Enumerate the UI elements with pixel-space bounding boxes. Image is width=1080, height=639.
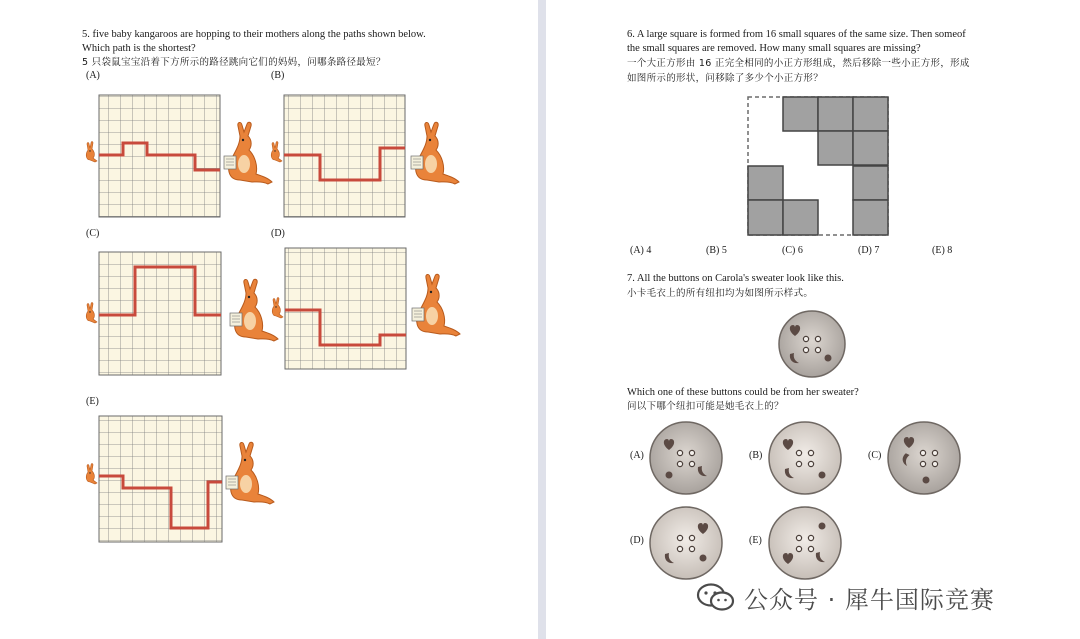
q5-figure-d	[272, 248, 460, 369]
q6-answer-b: (B) 5	[706, 245, 727, 256]
q6-text-line2: the small squares are removed. How many small squares are missing?	[627, 43, 921, 54]
q7-button-d[interactable]	[650, 507, 722, 579]
q5-figure-c	[86, 252, 278, 375]
watermark-text: 公众号 · 犀牛国际竞赛	[744, 585, 995, 614]
q7-question-cn: 问以下哪个纽扣可能是她毛衣上的？	[627, 401, 784, 412]
q7-option-a-label: (A)	[630, 450, 644, 461]
q6-text-cn-line1: 一个大正方形由 16 正完全相同的小正方形组成，然后移除一些小正方形，形成	[627, 58, 970, 69]
q5-figure-a	[86, 95, 272, 217]
q5-figure-e	[86, 416, 274, 542]
q7-button-c[interactable]	[888, 422, 960, 494]
q7-option-c-label: (C)	[868, 450, 882, 461]
q5-option-b-label: (B)	[271, 70, 285, 81]
right-page	[546, 0, 1080, 639]
wechat-icon	[696, 582, 736, 612]
q6-answer-c: (C) 6	[782, 245, 803, 256]
q5-figure-b	[271, 95, 459, 217]
q5-text-line2: Which path is the shortest?	[82, 43, 196, 54]
watermark	[696, 580, 995, 614]
q7-option-d-label: (D)	[630, 535, 644, 546]
q7-option-b-label: (B)	[749, 450, 763, 461]
q6-text-cn-line2: 如图所示的形状，问移除了多少个小正方形？	[627, 73, 824, 84]
q6-answer-d: (D) 7	[858, 245, 880, 256]
q5-text-line1: 5. five baby kangaroos are hopping to their mothers along the paths shown below.	[82, 29, 426, 40]
q7-button-e[interactable]	[769, 507, 841, 579]
page-gutter	[538, 0, 546, 639]
q7-button-a[interactable]	[650, 422, 722, 494]
q6-answer-e: (E) 8	[932, 245, 953, 256]
q5-option-a-label: (A)	[86, 70, 100, 81]
q7-text-cn: 小卡毛衣上的所有纽扣均为如图所示样式。	[627, 288, 814, 299]
q6-q7-figures	[546, 0, 1080, 639]
q5-option-c-label: (C)	[86, 228, 100, 239]
q6-answer-a: (A) 4	[630, 245, 652, 256]
q7-text: 7. All the buttons on Carola's sweater look like this.	[627, 273, 844, 284]
q7-button-b[interactable]	[769, 422, 841, 494]
q6-square-figure	[748, 97, 888, 235]
q6-text-line1: 6. A large square is formed from 16 small squares of the same size. Then someof	[627, 29, 966, 40]
q7-option-e-label: (E)	[749, 535, 762, 546]
q7-reference-button	[779, 311, 845, 377]
q5-option-e-label: (E)	[86, 396, 99, 407]
q7-question: Which one of these buttons could be from her sweater?	[627, 387, 859, 398]
q5-option-d-label: (D)	[271, 228, 285, 239]
q5-figures	[0, 0, 538, 639]
q5-text-cn: 5 只袋鼠宝宝沿着下方所示的路径跳向它们的妈妈，问哪条路径最短？	[82, 57, 386, 68]
left-page	[0, 0, 538, 639]
